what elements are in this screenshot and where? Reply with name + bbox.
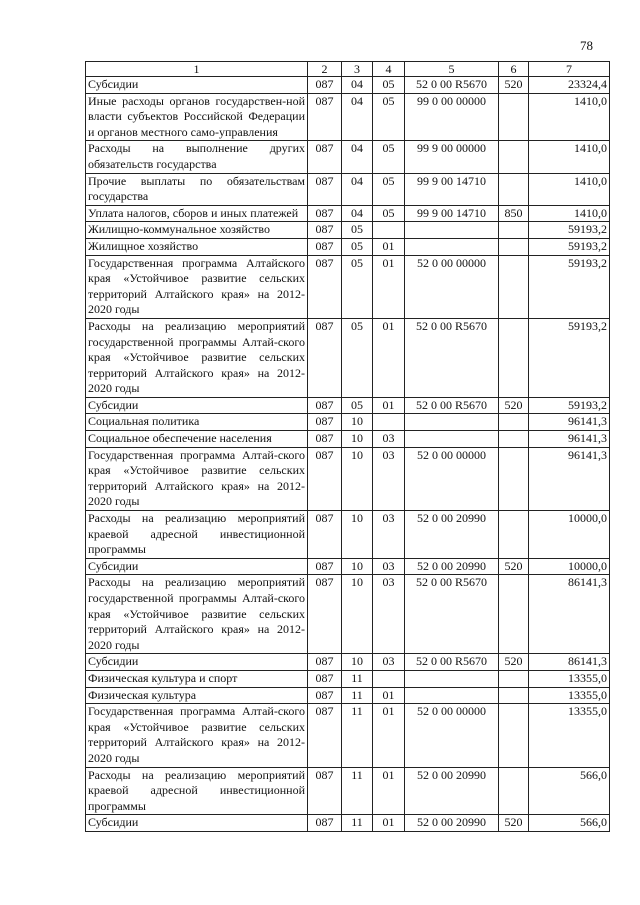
subsection-code-cell: 01 bbox=[373, 815, 405, 832]
ministry-code-cell: 087 bbox=[308, 318, 342, 397]
row-name-cell: Субсидии bbox=[86, 77, 308, 94]
target-article-cell: 52 0 00 00000 bbox=[405, 447, 499, 510]
section-code-cell: 11 bbox=[342, 670, 373, 687]
row-name-cell: Иные расходы органов государствен-ной власти субъектов Российской Федерации и органов местного само-управления bbox=[86, 93, 308, 141]
table-row bbox=[86, 141, 610, 173]
expense-type-cell: 520 bbox=[499, 397, 529, 414]
expense-type-cell bbox=[499, 447, 529, 510]
expense-type-cell bbox=[499, 704, 529, 767]
target-article-cell: 52 0 00 00000 bbox=[405, 255, 499, 318]
subsection-code-cell bbox=[373, 670, 405, 687]
amount-cell: 1410,0 bbox=[529, 205, 610, 222]
amount-cell: 59193,2 bbox=[529, 238, 610, 255]
expense-type-cell bbox=[499, 238, 529, 255]
amount-cell: 1410,0 bbox=[529, 93, 610, 141]
column-header: 2 bbox=[308, 62, 342, 77]
amount-cell: 566,0 bbox=[529, 767, 610, 815]
table-row bbox=[86, 447, 610, 510]
subsection-code-cell: 01 bbox=[373, 238, 405, 255]
target-article-cell: 52 0 00 R5670 bbox=[405, 575, 499, 654]
ministry-code-cell: 087 bbox=[308, 414, 342, 431]
table-row bbox=[86, 205, 610, 222]
expense-type-cell bbox=[499, 431, 529, 448]
table-row bbox=[86, 431, 610, 448]
table-row bbox=[86, 173, 610, 205]
amount-cell: 96141,3 bbox=[529, 431, 610, 448]
expense-type-cell bbox=[499, 141, 529, 173]
row-name-cell: Уплата налогов, сборов и иных платежей bbox=[86, 205, 308, 222]
target-article-cell bbox=[405, 687, 499, 704]
section-code-cell: 04 bbox=[342, 77, 373, 94]
column-header: 1 bbox=[86, 62, 308, 77]
subsection-code-cell: 05 bbox=[373, 77, 405, 94]
row-name-cell: Расходы на выполнение других обязательств государства bbox=[86, 141, 308, 173]
subsection-code-cell: 01 bbox=[373, 687, 405, 704]
expense-type-cell: 520 bbox=[499, 815, 529, 832]
page-number: 78 bbox=[580, 38, 593, 53]
amount-cell: 10000,0 bbox=[529, 558, 610, 575]
amount-cell: 86141,3 bbox=[529, 654, 610, 671]
section-code-cell: 10 bbox=[342, 414, 373, 431]
expense-type-cell: 520 bbox=[499, 654, 529, 671]
amount-cell: 96141,3 bbox=[529, 414, 610, 431]
ministry-code-cell: 087 bbox=[308, 704, 342, 767]
column-header: 6 bbox=[499, 62, 529, 77]
table-row bbox=[86, 687, 610, 704]
ministry-code-cell: 087 bbox=[308, 670, 342, 687]
ministry-code-cell: 087 bbox=[308, 205, 342, 222]
section-code-cell: 10 bbox=[342, 558, 373, 575]
ministry-code-cell: 087 bbox=[308, 511, 342, 559]
row-name-cell: Расходы на реализацию мероприятий краевой адресной инвестиционной программы bbox=[86, 511, 308, 559]
target-article-cell: 52 0 00 R5670 bbox=[405, 654, 499, 671]
expense-type-cell: 520 bbox=[499, 558, 529, 575]
ministry-code-cell: 087 bbox=[308, 767, 342, 815]
target-article-cell: 52 0 00 R5670 bbox=[405, 318, 499, 397]
subsection-code-cell: 01 bbox=[373, 318, 405, 397]
row-name-cell: Субсидии bbox=[86, 815, 308, 832]
subsection-code-cell bbox=[373, 222, 405, 239]
ministry-code-cell: 087 bbox=[308, 815, 342, 832]
amount-cell: 96141,3 bbox=[529, 447, 610, 510]
section-code-cell: 11 bbox=[342, 815, 373, 832]
target-article-cell: 99 9 00 14710 bbox=[405, 173, 499, 205]
ministry-code-cell: 087 bbox=[308, 558, 342, 575]
target-article-cell bbox=[405, 222, 499, 239]
column-header: 4 bbox=[373, 62, 405, 77]
ministry-code-cell: 087 bbox=[308, 687, 342, 704]
section-code-cell: 10 bbox=[342, 447, 373, 510]
section-code-cell: 10 bbox=[342, 575, 373, 654]
expense-type-cell: 850 bbox=[499, 205, 529, 222]
target-article-cell: 52 0 00 00000 bbox=[405, 704, 499, 767]
row-name-cell: Государственная программа Алтайского края «Устойчивое развитие сельских территорий Алтайского края» на 2012-2020 годы bbox=[86, 255, 308, 318]
amount-cell: 59193,2 bbox=[529, 318, 610, 397]
table-row bbox=[86, 222, 610, 239]
section-code-cell: 04 bbox=[342, 173, 373, 205]
amount-cell: 13355,0 bbox=[529, 687, 610, 704]
table-row bbox=[86, 255, 610, 318]
section-code-cell: 05 bbox=[342, 238, 373, 255]
target-article-cell: 99 9 00 00000 bbox=[405, 141, 499, 173]
expense-type-cell bbox=[499, 575, 529, 654]
subsection-code-cell: 03 bbox=[373, 447, 405, 510]
table-row bbox=[86, 558, 610, 575]
table-row bbox=[86, 815, 610, 832]
table-row bbox=[86, 704, 610, 767]
ministry-code-cell: 087 bbox=[308, 173, 342, 205]
table-row bbox=[86, 397, 610, 414]
ministry-code-cell: 087 bbox=[308, 575, 342, 654]
amount-cell: 13355,0 bbox=[529, 704, 610, 767]
subsection-code-cell: 03 bbox=[373, 654, 405, 671]
table-row bbox=[86, 238, 610, 255]
amount-cell: 566,0 bbox=[529, 815, 610, 832]
ministry-code-cell: 087 bbox=[308, 93, 342, 141]
table-row bbox=[86, 670, 610, 687]
expense-type-cell bbox=[499, 222, 529, 239]
section-code-cell: 04 bbox=[342, 93, 373, 141]
amount-cell: 59193,2 bbox=[529, 397, 610, 414]
section-code-cell: 11 bbox=[342, 767, 373, 815]
column-header: 5 bbox=[405, 62, 499, 77]
ministry-code-cell: 087 bbox=[308, 255, 342, 318]
section-code-cell: 05 bbox=[342, 222, 373, 239]
row-name-cell: Субсидии bbox=[86, 558, 308, 575]
section-code-cell: 10 bbox=[342, 431, 373, 448]
amount-cell: 13355,0 bbox=[529, 670, 610, 687]
row-name-cell: Расходы на реализацию мероприятий государственной программы Алтай-ского края «Устойчивое развитие сельских территорий Алтайского края» на 2012-2020 годы bbox=[86, 318, 308, 397]
target-article-cell: 99 9 00 14710 bbox=[405, 205, 499, 222]
expense-type-cell bbox=[499, 670, 529, 687]
ministry-code-cell: 087 bbox=[308, 141, 342, 173]
subsection-code-cell bbox=[373, 414, 405, 431]
target-article-cell: 52 0 00 20990 bbox=[405, 815, 499, 832]
row-name-cell: Субсидии bbox=[86, 654, 308, 671]
target-article-cell bbox=[405, 414, 499, 431]
table-row bbox=[86, 767, 610, 815]
amount-cell: 1410,0 bbox=[529, 173, 610, 205]
table-row bbox=[86, 575, 610, 654]
target-article-cell bbox=[405, 238, 499, 255]
expense-type-cell bbox=[499, 767, 529, 815]
ministry-code-cell: 087 bbox=[308, 654, 342, 671]
section-code-cell: 04 bbox=[342, 141, 373, 173]
subsection-code-cell: 01 bbox=[373, 704, 405, 767]
subsection-code-cell: 01 bbox=[373, 255, 405, 318]
subsection-code-cell: 03 bbox=[373, 511, 405, 559]
subsection-code-cell: 01 bbox=[373, 397, 405, 414]
expense-type-cell bbox=[499, 511, 529, 559]
subsection-code-cell: 03 bbox=[373, 575, 405, 654]
target-article-cell: 52 0 00 20990 bbox=[405, 558, 499, 575]
subsection-code-cell: 03 bbox=[373, 431, 405, 448]
expense-type-cell bbox=[499, 173, 529, 205]
ministry-code-cell: 087 bbox=[308, 238, 342, 255]
subsection-code-cell: 05 bbox=[373, 205, 405, 222]
row-name-cell: Государственная программа Алтай-ского края «Устойчивое развитие сельских территорий Алтайского края» на 2012-2020 годы bbox=[86, 447, 308, 510]
row-name-cell: Расходы на реализацию мероприятий государственной программы Алтай-ского края «Устойчивое развитие сельских территорий Алтайского края» на 2012-2020 годы bbox=[86, 575, 308, 654]
row-name-cell: Социальная политика bbox=[86, 414, 308, 431]
expense-type-cell bbox=[499, 255, 529, 318]
amount-cell: 1410,0 bbox=[529, 141, 610, 173]
table-row bbox=[86, 318, 610, 397]
target-article-cell: 52 0 00 R5670 bbox=[405, 397, 499, 414]
row-name-cell: Физическая культура bbox=[86, 687, 308, 704]
section-code-cell: 11 bbox=[342, 687, 373, 704]
table-row bbox=[86, 93, 610, 141]
subsection-code-cell: 05 bbox=[373, 141, 405, 173]
subsection-code-cell: 01 bbox=[373, 767, 405, 815]
section-code-cell: 05 bbox=[342, 318, 373, 397]
amount-cell: 59193,2 bbox=[529, 222, 610, 239]
ministry-code-cell: 087 bbox=[308, 431, 342, 448]
target-article-cell: 52 0 00 R5670 bbox=[405, 77, 499, 94]
row-name-cell: Жилищно-коммунальное хозяйство bbox=[86, 222, 308, 239]
section-code-cell: 04 bbox=[342, 205, 373, 222]
target-article-cell: 99 0 00 00000 bbox=[405, 93, 499, 141]
target-article-cell: 52 0 00 20990 bbox=[405, 511, 499, 559]
table-row bbox=[86, 77, 610, 94]
section-code-cell: 05 bbox=[342, 255, 373, 318]
expense-type-cell bbox=[499, 318, 529, 397]
column-header: 7 bbox=[529, 62, 610, 77]
target-article-cell bbox=[405, 670, 499, 687]
amount-cell: 10000,0 bbox=[529, 511, 610, 559]
row-name-cell: Социальное обеспечение населения bbox=[86, 431, 308, 448]
section-code-cell: 11 bbox=[342, 704, 373, 767]
row-name-cell: Субсидии bbox=[86, 397, 308, 414]
expense-type-cell bbox=[499, 414, 529, 431]
amount-cell: 23324,4 bbox=[529, 77, 610, 94]
row-name-cell: Государственная программа Алтай-ского края «Устойчивое развитие сельских территорий Алтайского края» на 2012-2020 годы bbox=[86, 704, 308, 767]
section-code-cell: 10 bbox=[342, 511, 373, 559]
row-name-cell: Прочие выплаты по обязательствам государства bbox=[86, 173, 308, 205]
subsection-code-cell: 05 bbox=[373, 173, 405, 205]
ministry-code-cell: 087 bbox=[308, 447, 342, 510]
column-header: 3 bbox=[342, 62, 373, 77]
table-row bbox=[86, 511, 610, 559]
row-name-cell: Физическая культура и спорт bbox=[86, 670, 308, 687]
ministry-code-cell: 087 bbox=[308, 222, 342, 239]
budget-table bbox=[85, 61, 610, 832]
subsection-code-cell: 03 bbox=[373, 558, 405, 575]
expense-type-cell bbox=[499, 687, 529, 704]
subsection-code-cell: 05 bbox=[373, 93, 405, 141]
amount-cell: 59193,2 bbox=[529, 255, 610, 318]
amount-cell: 86141,3 bbox=[529, 575, 610, 654]
ministry-code-cell: 087 bbox=[308, 397, 342, 414]
section-code-cell: 05 bbox=[342, 397, 373, 414]
table-row bbox=[86, 414, 610, 431]
target-article-cell: 52 0 00 20990 bbox=[405, 767, 499, 815]
target-article-cell bbox=[405, 431, 499, 448]
header-row bbox=[86, 62, 610, 77]
expense-type-cell bbox=[499, 93, 529, 141]
ministry-code-cell: 087 bbox=[308, 77, 342, 94]
section-code-cell: 10 bbox=[342, 654, 373, 671]
row-name-cell: Жилищное хозяйство bbox=[86, 238, 308, 255]
row-name-cell: Расходы на реализацию мероприятий краевой адресной инвестиционной программы bbox=[86, 767, 308, 815]
table-row bbox=[86, 654, 610, 671]
expense-type-cell: 520 bbox=[499, 77, 529, 94]
